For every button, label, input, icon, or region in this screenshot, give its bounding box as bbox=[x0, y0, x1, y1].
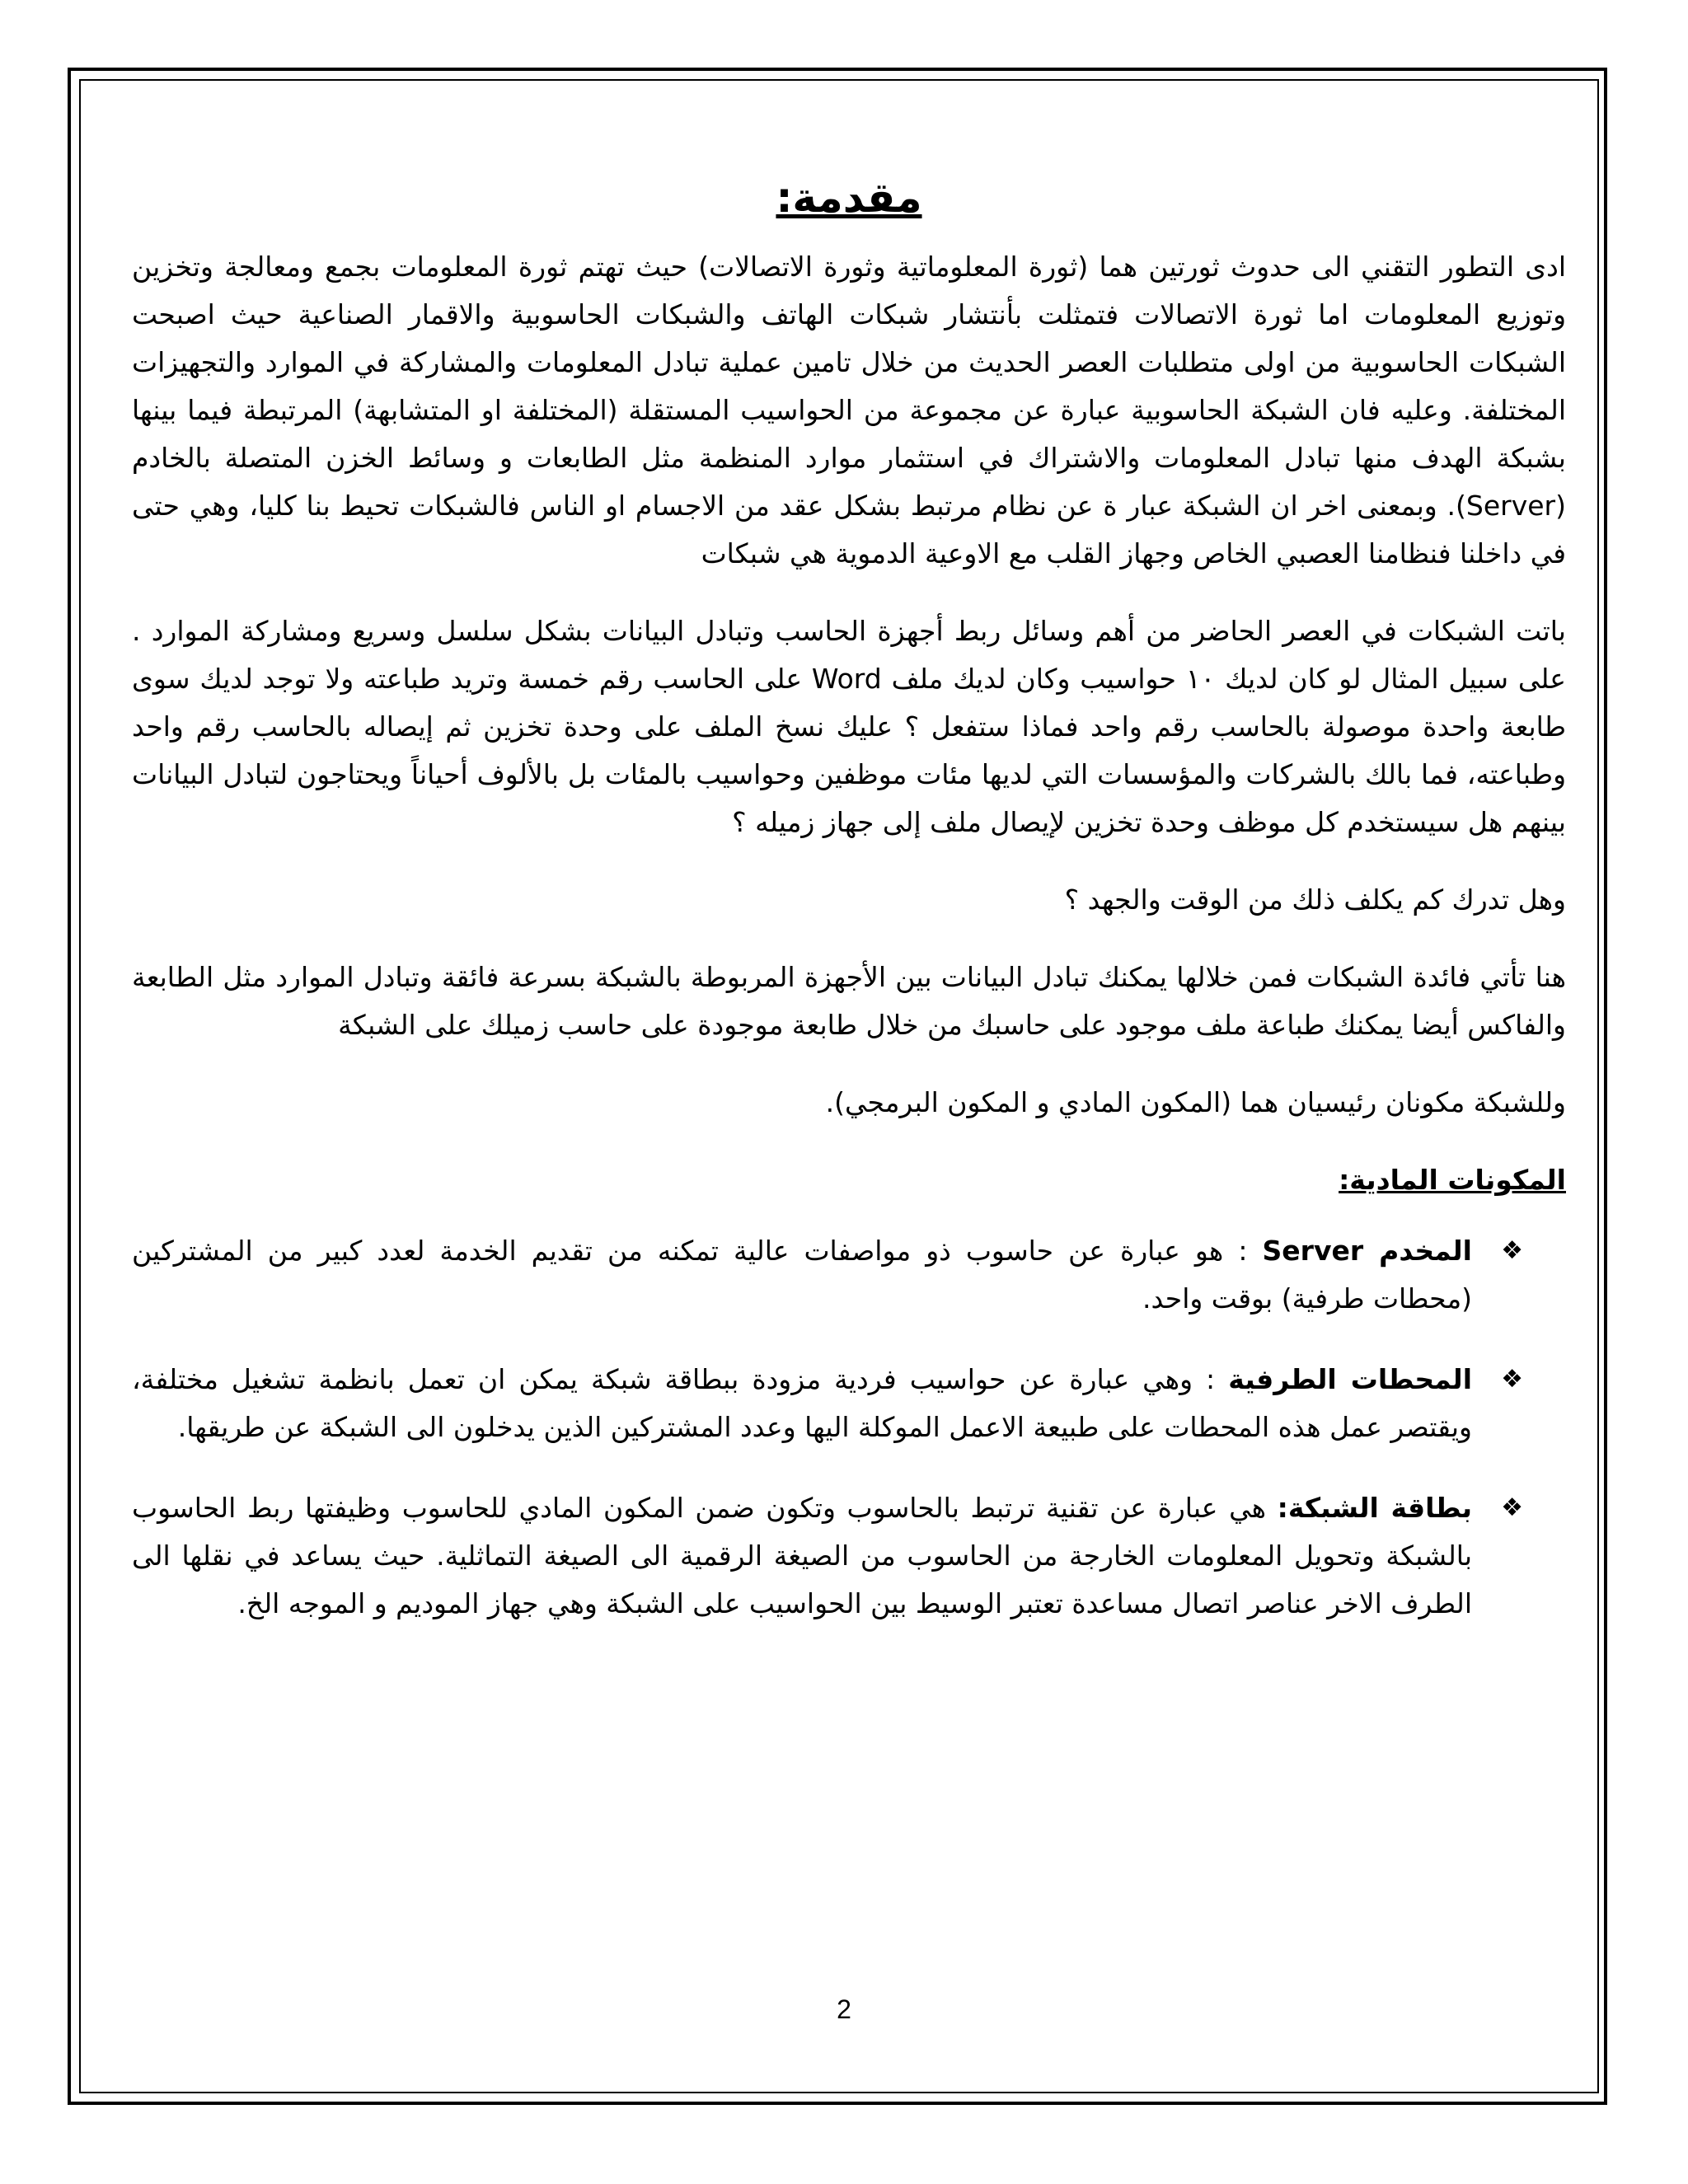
components-list bbox=[132, 1227, 1566, 1628]
term-network-card: بطاقة الشبكة: bbox=[1277, 1492, 1472, 1524]
definition-server: : هو عبارة عن حاسوب ذو مواصفات عالية تمكنه من تقديم الخدمة لعدد كبير من المشتركين (محطات طرفية) بوقت واحد. bbox=[132, 1235, 1472, 1315]
list-item-terminals bbox=[132, 1356, 1523, 1451]
document-body bbox=[132, 161, 1566, 1661]
paragraph-question: وهل تدرك كم يكلف ذلك من الوقت والجهد ؟ bbox=[1064, 883, 1566, 916]
list-item-network-card bbox=[132, 1484, 1523, 1628]
diamond-bullet-icon: ❖ bbox=[1501, 1365, 1523, 1394]
paragraph-networks-today: باتت الشبكات في العصر الحاضر من أهم وسائل ربط أجهزة الحاسب وتبادل البيانات بشكل سلسل وسريع ومشاركة الموارد . على سبيل المثال لو كان لديك ١٠ حواسيب وكان لديك ملف Word على الحاسب رقم خمسة وتريد طباعته ولا توجد لديك سوى طابعة واحدة موصولة بالحاسب رقم واحد فماذا ستفعل ؟ عليك نسخ الملف على وحدة تخزين ثم إيصاله بالحاسب رقم واحد وطباعته، فما بالك بالشركات والمؤسسات التي لديها مئات موظفين وحواسيب بالمئات بل بالألوف أحياناً ويحتاجون لتبادل البيانات بينهم هل سيستخدم كل موظف وحدة تخزين لإيصال ملف إلى جهاز زميله ؟ bbox=[132, 615, 1566, 838]
section-heading: المكونات المادية: bbox=[1339, 1164, 1566, 1196]
paragraph-intro: ادى التطور التقني الى حدوث ثورتين هما (ثورة المعلوماتية وثورة الاتصالات) حيث تهتم ثورة المعلومات بجمع ومعالجة وتخزين وتوزيع المعلومات اما ثورة الاتصالات فتمثلت بأنتشار شبكات الهاتف والشبكات الحاسوبية والاقمار الصناعية حيث اصبحت الشبكات الحاسوبية من اولى متطلبات العصر الحديث من خلال تامين عملية تبادل المعلومات والمشاركة في الموارد والتجهيزات المختلفة. وعليه فان الشبكة الحاسوبية عبارة عن مجموعة من الحواسيب المستقلة (المختلفة او المتشابهة) المرتبطة فيما بينها بشبكة الهدف منها تبادل المعلومات والاشتراك في استثمار موارد المنظمة مثل الطابعات و وسائط الخزن المتصلة بالخادم (Server). وبمعنى اخر ان الشبكة عبار ة عن نظام مرتبط بشكل عقد من الاجسام او الناس فالشبكات تحيط بنا كليا، وهي حتى في داخلنا فنظامنا العصبي الخاص وجهاز القلب مع الاوعية الدموية هي شبكات bbox=[132, 251, 1566, 569]
page-number: 2 bbox=[837, 1994, 851, 2024]
diamond-bullet-icon: ❖ bbox=[1501, 1236, 1523, 1265]
term-server: المخدم Server bbox=[1262, 1235, 1472, 1267]
term-terminals: المحطات الطرفية bbox=[1228, 1363, 1473, 1395]
definition-network-card: هي عبارة عن تقنية ترتبط بالحاسوب وتكون ضمن المكون المادي للحاسوب وظيفتها ربط الحاسوب بالشبكة وتحويل المعلومات الخارجة من الحاسوب من الصيغة الرقمية الى الصيغة التماثلية. حيث يساعد في نقلها الى الطرف الاخر عناصر اتصال مساعدة تعتبر الوسيط بين الحواسيب على الشبكة وهي جهاز الموديم و الموجه الخ. bbox=[132, 1492, 1472, 1619]
diamond-bullet-icon: ❖ bbox=[1501, 1493, 1523, 1522]
paragraph-components: وللشبكة مكونان رئيسيان هما (المكون المادي و المكون البرمجي). bbox=[825, 1086, 1566, 1118]
list-item-server bbox=[132, 1227, 1523, 1323]
paragraph-benefits: هنا تأتي فائدة الشبكات فمن خلالها يمكنك تبادل البيانات بين الأجهزة المربوطة بالشبكة بسرعة فائقة وتبادل الموارد مثل الطابعة والفاكس أيضا يمكنك طباعة ملف موجود على حاسبك من خلال طابعة موجودة على حاسب زميلك على الشبكة bbox=[132, 961, 1566, 1041]
page-title: مقدمة: bbox=[776, 174, 922, 222]
definition-terminals: : وهي عبارة عن حواسيب فردية مزودة ببطاقة شبكة يمكن ان تعمل بانظمة تشغيل مختلفة، ويقتصر عمل هذه المحطات على طبيعة الاعمل الموكلة اليها وعدد المشتركين الذين يدخلون الى الشبكة عن طريقها. bbox=[132, 1363, 1472, 1443]
